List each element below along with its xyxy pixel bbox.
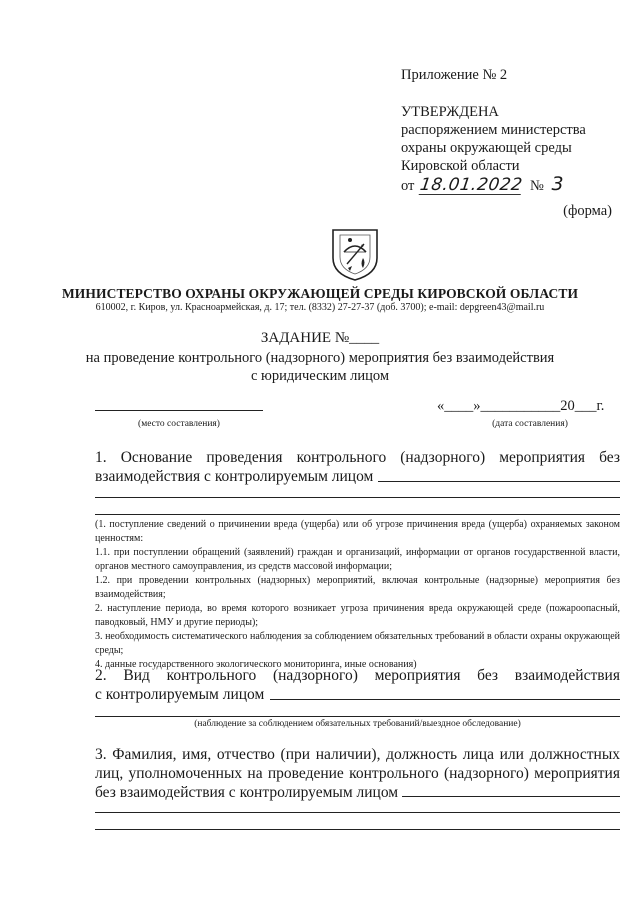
section-3 <box>95 745 620 802</box>
handwritten-number: 3 <box>551 173 565 195</box>
approved-line-2: охраны окружающей среды <box>401 140 572 156</box>
section-1-line-1: 1. Основание проведения контрольного (надзорного) мероприятия без <box>95 449 620 466</box>
approved-heading: УТВЕРЖДЕНА <box>401 104 499 120</box>
section-2-line-1: 2. Вид контрольного (надзорного) мероприятия без взаимодействия <box>95 667 620 684</box>
coat-of-arms-icon <box>330 228 380 282</box>
date-prefix: от <box>401 178 415 194</box>
approval-block <box>401 103 586 195</box>
note-item-1-1: 1.1. при поступлении обращений (заявлений) граждан и организаций, информации от органов государственной власти, органов местного самоуправления, из средств массовой информации; <box>95 547 620 572</box>
form-label: (форма) <box>563 203 612 219</box>
handwritten-date: 18.01.2022 <box>418 175 524 195</box>
section-2-field-line-2[interactable] <box>95 716 620 717</box>
note-item-2: 2. наступление периода, во время которого возникает угроза причинения вреда окружающей среде (пожароопасный, паводковый, НМУ и другие периоды); <box>95 603 620 628</box>
approval-date-line <box>401 175 586 195</box>
section-1-line-2: взаимодействия с контролируемым лицом <box>95 468 374 485</box>
section-3-line-2: лиц, уполномоченных на проведение контрольного (надзорного) мероприятия <box>95 765 620 782</box>
approved-line-1: распоряжением министерства <box>401 122 586 138</box>
section-2-caption: (наблюдение за соблюдением обязательных требований/выездное обследование) <box>194 719 521 729</box>
section-1-field-line-1[interactable] <box>378 481 620 482</box>
ministry-address: 610002, г. Киров, ул. Красноармейская, д. 17; тел. (8332) 27-27-37 (доб. 3700); e-mail: depgreen43@mail.ru <box>95 302 545 313</box>
section-3-line-1: 3. Фамилия, имя, отчество (при наличии), должность лица или должностных <box>95 746 620 763</box>
subtitle-line-2: с юридическим лицом <box>250 368 390 384</box>
note-item-1-2: 1.2. при проведении контрольных (надзорных) мероприятий, включая контрольные (надзорные) мероприятия без взаимодействия; <box>95 575 620 600</box>
section-1-note <box>95 518 620 672</box>
section-3-line-3: без взаимодействия с контролируемым лицом <box>95 784 399 801</box>
document-subtitle <box>40 349 600 385</box>
ministry-name: МИНИСТЕРСТВО ОХРАНЫ ОКРУЖАЮЩЕЙ СРЕДЫ КИРОВСКОЙ ОБЛАСТИ <box>61 286 579 301</box>
note-item-3: 3. необходимость систематического наблюдения за соблюдением обязательных требований в области охраны окружающей среды; <box>95 631 620 656</box>
approved-line-3: Кировской области <box>401 158 520 174</box>
subtitle-line-1: на проведение контрольного (надзорного) мероприятия без взаимодействия <box>85 350 555 366</box>
number-prefix: № <box>530 178 544 194</box>
note-item-4: 4. данные государственного экологического мониторинга, иные основания) <box>95 659 417 670</box>
place-caption: (место составления) <box>138 419 220 429</box>
appendix-label: Приложение № 2 <box>401 67 508 83</box>
date-caption: (дата составления) <box>492 419 568 429</box>
place-field-line[interactable] <box>95 410 263 411</box>
section-1-field-line-3[interactable] <box>95 514 620 515</box>
section-1-field-line-2[interactable] <box>95 497 620 498</box>
section-3-field-line-3[interactable] <box>95 829 620 830</box>
section-3-field-line-1[interactable] <box>402 796 620 797</box>
section-3-field-line-2[interactable] <box>95 812 620 813</box>
document-title: ЗАДАНИЕ №____ <box>260 330 380 346</box>
section-2-field-line-1[interactable] <box>270 699 620 700</box>
date-field[interactable]: «____»___________20___г. <box>437 398 605 414</box>
note-item-1: (1. поступление сведений о причинении вреда (ущерба) или об угрозе причинения вреда (ущерба) охраняемых законом ценностям: <box>95 519 620 544</box>
section-2-line-2: с контролируемым лицом <box>95 686 265 703</box>
